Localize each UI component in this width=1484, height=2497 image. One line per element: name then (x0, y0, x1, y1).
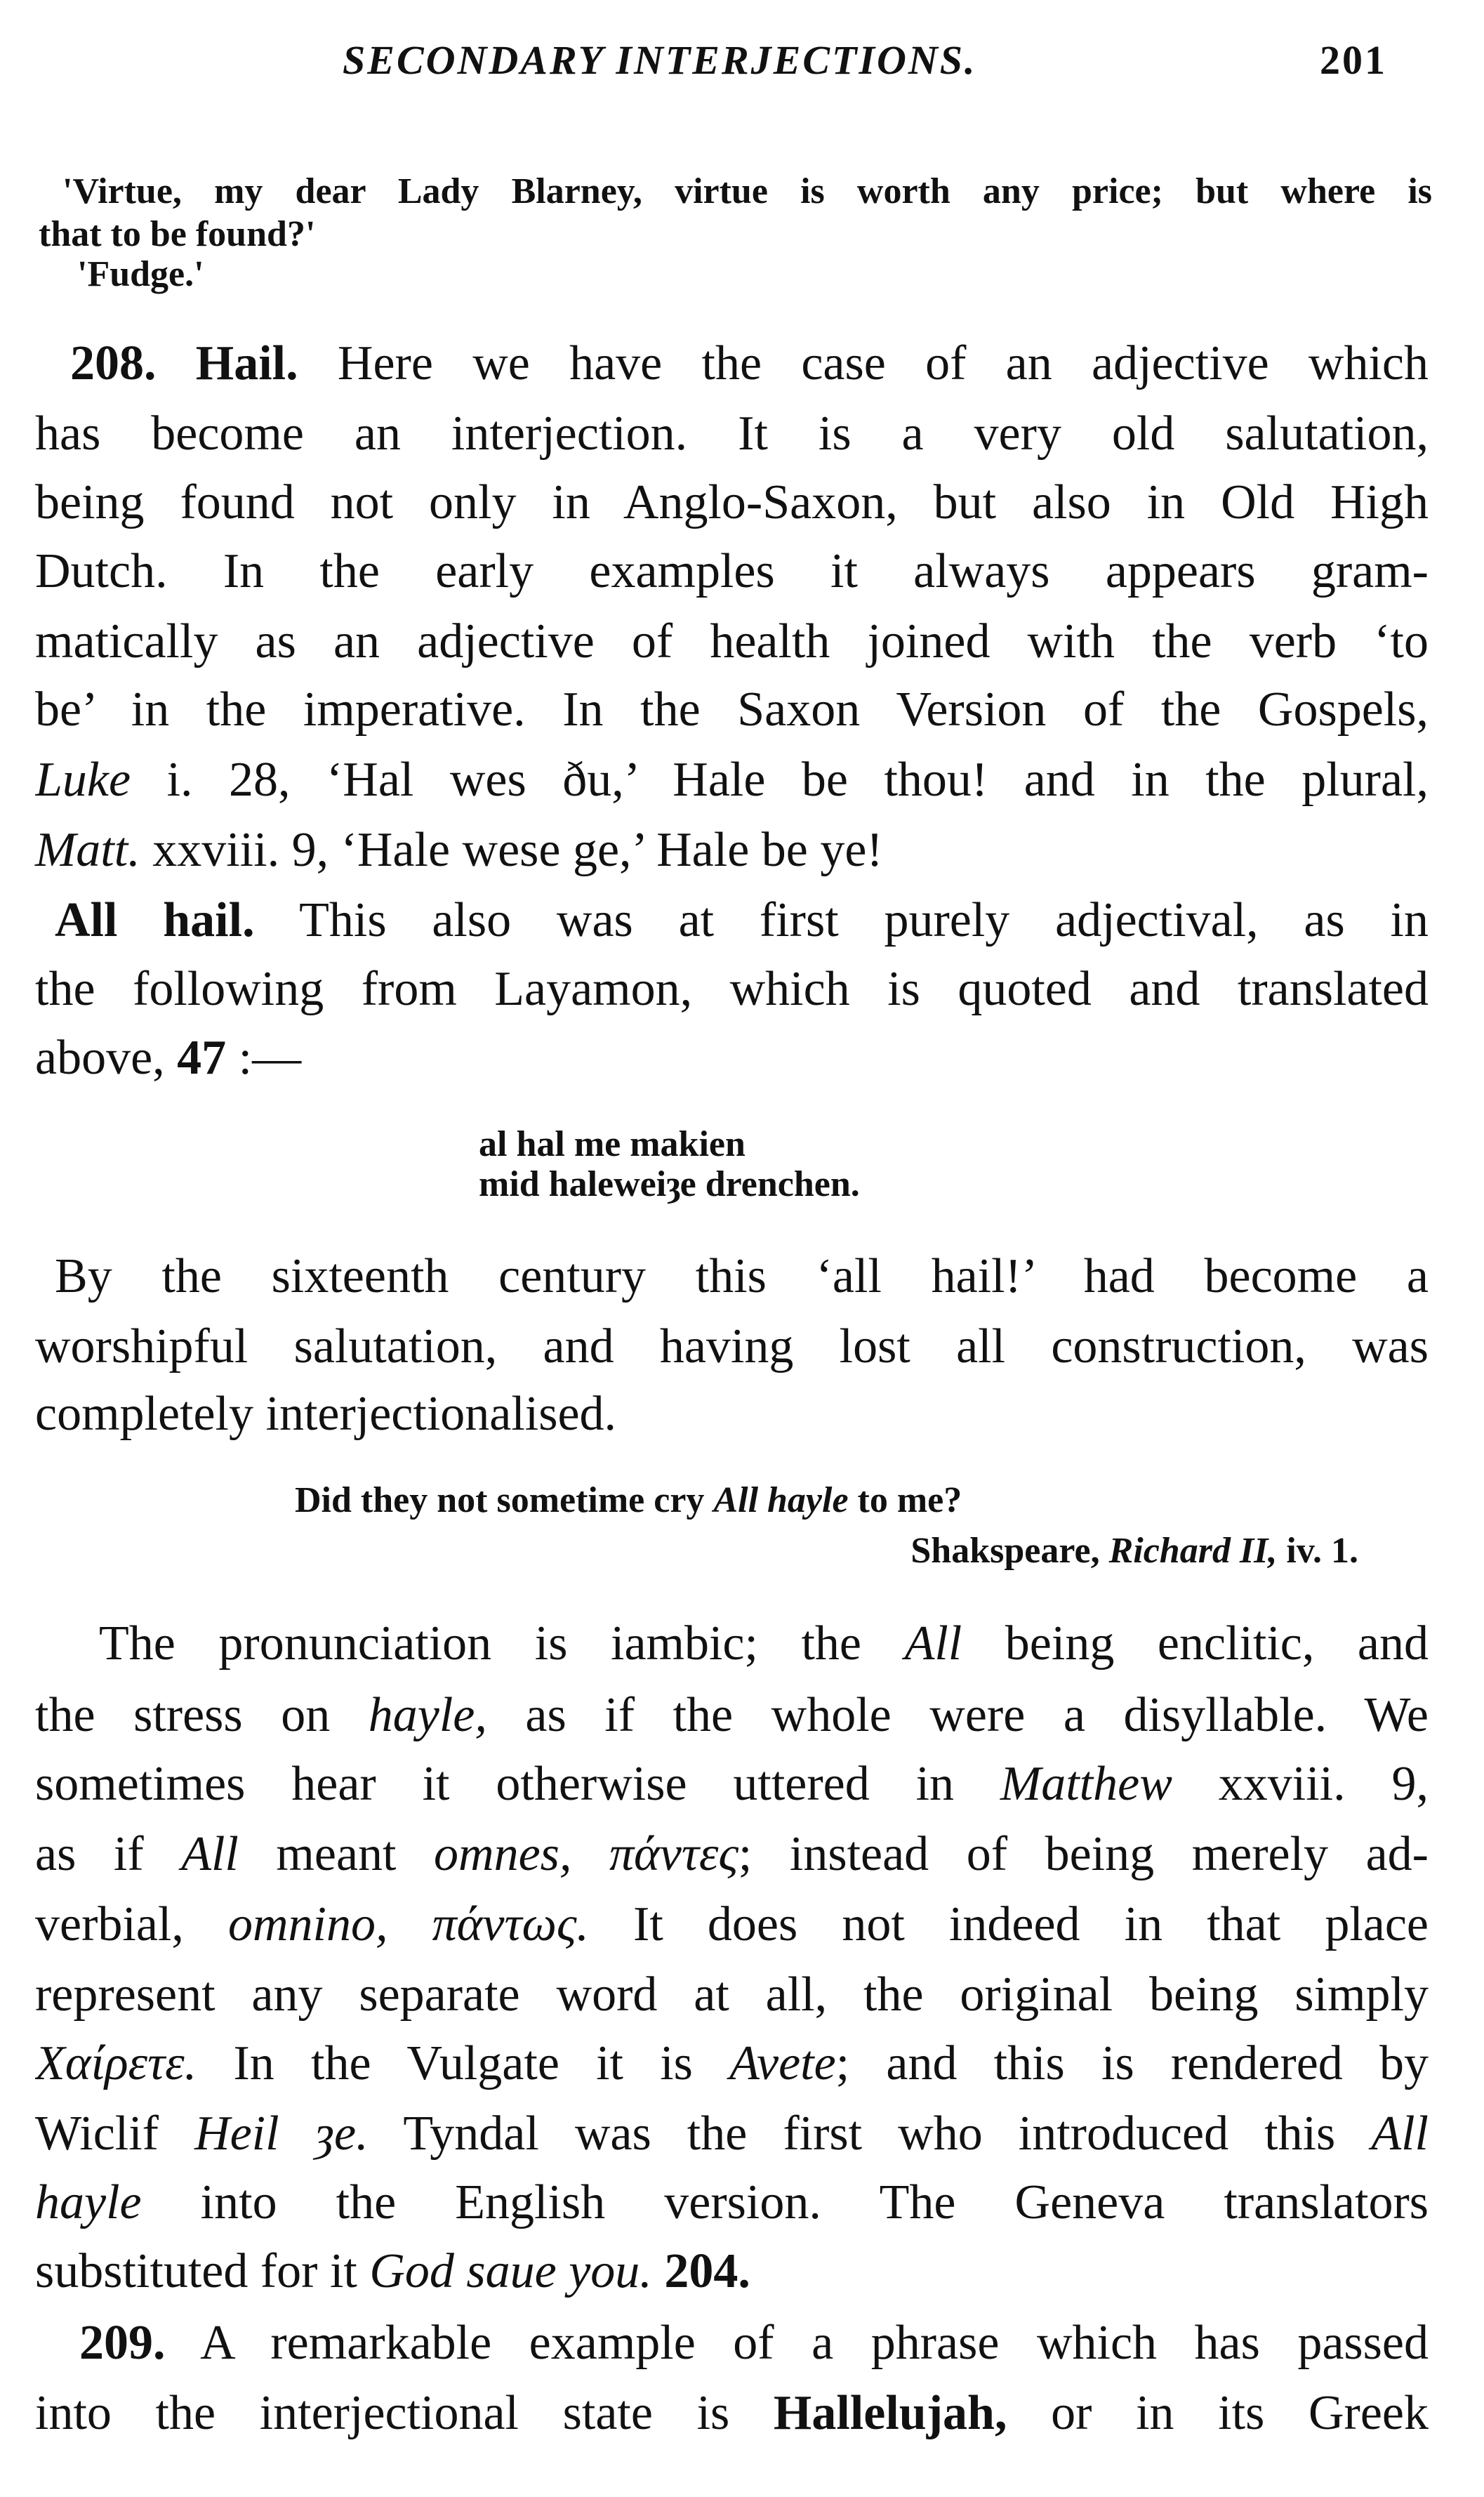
text-line (35, 540, 1429, 603)
text-segment: sometimes hear it otherwise uttered in (35, 1757, 1000, 1811)
text-segment: This also was at first purely adjectival, as in (254, 893, 1429, 947)
text-segment: matically as an adjective of health joined with the verb ‘to (35, 614, 1429, 668)
text-line (35, 1027, 1429, 1090)
text-segment: the stress on (35, 1688, 369, 1742)
bold-text: 209. (79, 2316, 166, 2370)
text-line (295, 1476, 1348, 1525)
text-line (99, 1612, 1429, 1675)
text-segment: Tyndal was the first who introduced this (368, 2107, 1372, 2161)
text-line (55, 1245, 1429, 1308)
text-segment: Here we have the case of an adjective which (298, 336, 1429, 390)
text-segment: The pronunciation is iambic; the (99, 1616, 905, 1671)
text-segment: the following from Layamon, which is quoted and translated (35, 962, 1429, 1016)
text-segment: being found not only in Anglo-Saxon, but also in Old High (35, 475, 1429, 529)
text-segment: as if (35, 1827, 182, 1881)
text-segment: Dutch. In the early examples it always appears gram- (35, 544, 1429, 598)
text-line (35, 1893, 1429, 1956)
text-line (35, 749, 1429, 812)
bold-text: Hallelujah, (773, 2386, 1007, 2440)
italic-text: Heil ȝe. (194, 2107, 369, 2161)
bold-text: 47 (177, 1031, 227, 1085)
italic-text: All (181, 1827, 239, 1881)
text-segment: verbial, (35, 1897, 228, 1951)
text-segment: be’ in the imperative. In the Saxon Version of the Gospels, (35, 683, 1429, 737)
text-segment: into the interjectional state is (35, 2386, 774, 2440)
text-segment: above, (35, 1031, 178, 1085)
text-line (35, 1684, 1429, 1747)
text-segment: In the Vulgate it is (197, 2036, 730, 2090)
text-segment: worshipful salutation, and having lost all construction, was (35, 1319, 1429, 1373)
text-segment: iv. 1. (1277, 1531, 1358, 1571)
text-line (77, 250, 498, 299)
text-segment: i. 28, ‘Hal wes ðu,’ Hale be thou! and in the plural, (131, 753, 1429, 807)
text-line (35, 2240, 1429, 2303)
text-line (35, 2032, 1429, 2095)
italic-text: Matthew (1000, 1757, 1172, 1811)
text-segment: 'Fudge.' (77, 254, 204, 294)
text-segment: 'Virtue, my dear Lady Blarney, virtue is worth any price; but where is (62, 171, 1432, 211)
text-segment: to me? (848, 1480, 962, 1520)
text-line (479, 1160, 1181, 1209)
italic-text: All hayle (713, 1480, 849, 1520)
text-line (35, 1753, 1429, 1816)
text-line (35, 2382, 1429, 2445)
text-segment: being enclitic, and (962, 1616, 1429, 1671)
italic-text: Χαίρετε. (35, 2036, 197, 2090)
text-line (35, 1963, 1429, 2027)
text-segment: Shakspeare, (910, 1531, 1109, 1571)
text-line (35, 2102, 1429, 2166)
text-segment: By the sixteenth century this ‘all hail!’ had become a (55, 1249, 1429, 1303)
text-line (35, 1383, 1429, 1446)
text-segment: Did they not sometime cry (295, 1480, 714, 1520)
text-segment: into the English version. The Geneva translators (141, 2175, 1429, 2229)
text-line (35, 471, 1429, 534)
page-number: 201 (1320, 37, 1387, 83)
bold-text: All hail. (55, 893, 255, 947)
text-line (35, 958, 1429, 1021)
bold-text: 204. (664, 2244, 750, 2298)
italic-text: Richard II, (1108, 1531, 1278, 1571)
text-line (62, 167, 1432, 216)
text-line (70, 332, 1429, 395)
text-segment: mid haleweiȝe drenchen. (479, 1164, 860, 1204)
italic-text: hayle (35, 2175, 142, 2229)
text-line (35, 1315, 1429, 1378)
italic-text: All (1371, 2107, 1429, 2161)
text-segment: completely interjectionalised. (35, 1387, 617, 1441)
text-line (35, 819, 1429, 882)
text-segment: :— (226, 1031, 302, 1085)
text-line (35, 1823, 1429, 1886)
text-segment: xxviii. 9, (1172, 1757, 1429, 1811)
text-line (35, 678, 1429, 742)
italic-text: omnino, πάντως. (227, 1897, 589, 1951)
italic-text: hayle, (368, 1688, 487, 1742)
text-line (35, 610, 1429, 673)
text-segment: al hal me makien (479, 1124, 746, 1164)
text-line (79, 2312, 1429, 2375)
text-segment: represent any separate word at all, the original being simply (35, 1968, 1429, 2022)
italic-text: Avete (729, 2036, 836, 2090)
text-segment: xxviii. 9, ‘Hale wese ge,’ Hale be ye! (140, 823, 883, 877)
italic-text: omnes, πάντες (434, 1827, 738, 1881)
text-line (800, 1527, 1358, 1576)
italic-text: Matt. (35, 823, 140, 877)
text-segment: substituted for it (35, 2244, 370, 2298)
text-segment: that to be found?' (39, 214, 316, 254)
italic-text: God saue you. (369, 2244, 652, 2298)
text-segment: as if the whole were a disyllable. We (486, 1688, 1429, 1742)
text-segment: ; instead of being merely ad- (738, 1827, 1429, 1881)
text-segment: A remarkable example of a phrase which has passed (165, 2316, 1429, 2370)
text-segment: ; and this is rendered by (835, 2036, 1429, 2090)
text-segment: or in its Greek (1007, 2386, 1429, 2440)
text-segment: Wiclif (35, 2107, 195, 2161)
bold-text: 208. Hail. (70, 336, 298, 390)
text-segment: It does not indeed in that place (588, 1897, 1429, 1951)
text-segment: meant (238, 1827, 435, 1881)
text-line (35, 2171, 1429, 2234)
running-header-title: SECONDARY INTERJECTIONS. (343, 37, 977, 83)
italic-text: Luke (35, 753, 131, 807)
text-segment (652, 2244, 665, 2298)
italic-text: All (904, 1616, 962, 1671)
text-line (35, 402, 1429, 466)
text-line (55, 889, 1429, 952)
text-segment: has become an interjection. It is a very old salutation, (35, 407, 1429, 461)
